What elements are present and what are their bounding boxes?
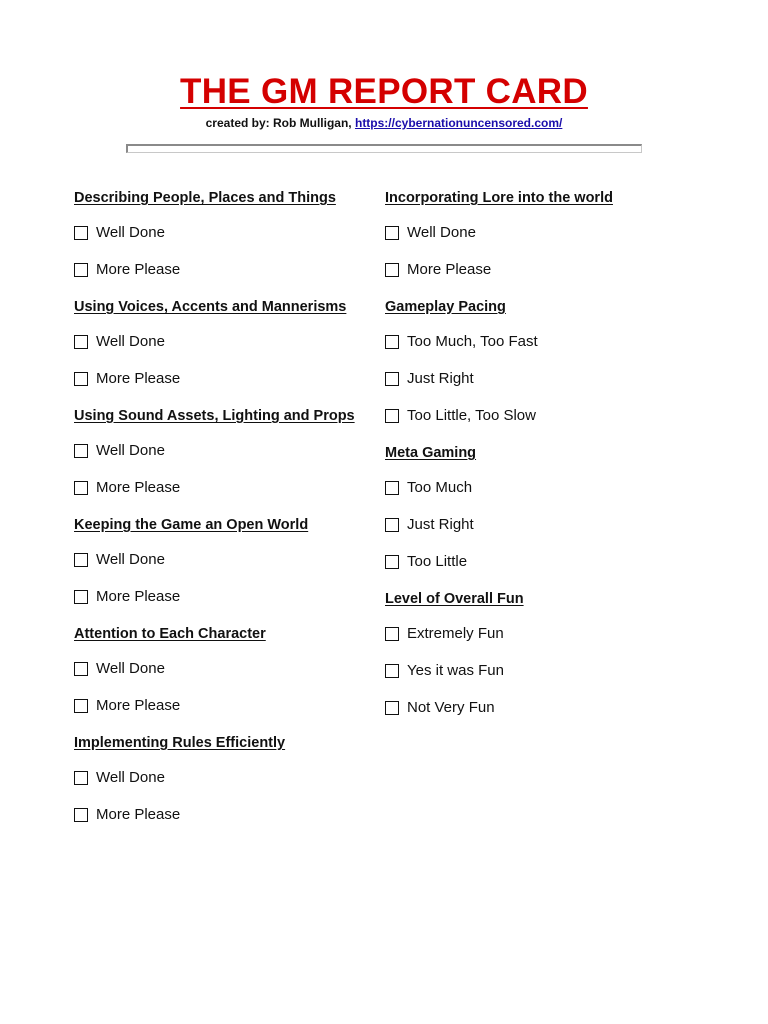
option-well-done[interactable] — [74, 223, 374, 242]
option-label: Too Little — [407, 553, 468, 570]
section-heading: Meta Gaming — [385, 445, 477, 461]
section-using-sound-assets-lighting-and-props — [74, 406, 374, 497]
option-label: Well Done — [96, 224, 165, 241]
option-label: More Please — [407, 261, 492, 278]
checkbox[interactable] — [74, 771, 88, 785]
credit-link[interactable]: https://cybernationuncensored.com/ — [354, 116, 563, 130]
checkbox[interactable] — [74, 590, 88, 604]
checkbox[interactable] — [385, 263, 399, 277]
checkbox[interactable] — [74, 444, 88, 458]
option-label: More Please — [96, 806, 181, 823]
section-meta-gaming — [385, 443, 685, 571]
option-well-done[interactable] — [74, 441, 374, 460]
section-heading: Attention to Each Character — [74, 626, 266, 642]
checkbox[interactable] — [385, 664, 399, 678]
option-label: Too Much — [407, 479, 473, 496]
checkbox[interactable] — [74, 263, 88, 277]
option-label: Well Done — [96, 333, 165, 350]
section-heading: Keeping the Game an Open World — [74, 517, 309, 533]
option-more-please[interactable] — [74, 805, 374, 824]
section-heading: Level of Overall Fun — [385, 591, 524, 607]
option-label: Well Done — [96, 551, 165, 568]
page-title-text: THE GM REPORT CARD — [180, 72, 588, 111]
option-label: More Please — [96, 479, 181, 496]
option-label: Well Done — [96, 660, 165, 677]
option-extremely-fun[interactable] — [385, 624, 685, 643]
divider-box — [126, 144, 642, 153]
option-label: More Please — [96, 261, 181, 278]
option-label: Not Very Fun — [407, 699, 495, 716]
option-more-please[interactable] — [74, 696, 374, 715]
section-heading: Implementing Rules Efficiently — [74, 735, 286, 751]
option-label: Too Much, Too Fast — [407, 333, 538, 350]
option-label: More Please — [96, 697, 181, 714]
section-heading: Describing People, Places and Things — [74, 190, 336, 206]
section-incorporating-lore-into-the-world — [385, 188, 685, 279]
credit-prefix: created by: Rob Mulligan, — [205, 116, 355, 130]
option-well-done[interactable] — [385, 223, 685, 242]
checkbox[interactable] — [74, 808, 88, 822]
checkbox[interactable] — [385, 409, 399, 423]
section-describing-people-places-and-things — [74, 188, 374, 279]
option-well-done[interactable] — [74, 768, 374, 787]
right-column — [385, 188, 685, 735]
option-more-please[interactable] — [74, 369, 374, 388]
checkbox[interactable] — [385, 481, 399, 495]
option-just-right[interactable] — [385, 515, 685, 534]
option-more-please[interactable] — [74, 587, 374, 606]
option-label: Well Done — [407, 224, 476, 241]
checkbox[interactable] — [385, 701, 399, 715]
checkbox[interactable] — [385, 335, 399, 349]
checkbox[interactable] — [385, 555, 399, 569]
section-heading: Gameplay Pacing — [385, 299, 506, 315]
option-more-please[interactable] — [74, 478, 374, 497]
option-more-please[interactable] — [74, 260, 374, 279]
option-too-much[interactable] — [385, 478, 685, 497]
option-label: Well Done — [96, 442, 165, 459]
section-level-of-overall-fun — [385, 589, 685, 717]
option-well-done[interactable] — [74, 332, 374, 351]
checkbox[interactable] — [74, 553, 88, 567]
checkbox[interactable] — [385, 226, 399, 240]
option-just-right[interactable] — [385, 369, 685, 388]
checkbox[interactable] — [74, 481, 88, 495]
page-title — [0, 72, 768, 112]
option-label: Just Right — [407, 370, 474, 387]
checkbox[interactable] — [74, 226, 88, 240]
option-label: Just Right — [407, 516, 474, 533]
option-label: Yes it was Fun — [407, 662, 504, 679]
checkbox[interactable] — [74, 699, 88, 713]
section-heading: Incorporating Lore into the world — [385, 190, 613, 206]
checkbox[interactable] — [385, 372, 399, 386]
option-label: Extremely Fun — [407, 625, 504, 642]
section-heading: Using Voices, Accents and Mannerisms — [74, 299, 347, 315]
option-too-little-too-slow[interactable] — [385, 406, 685, 425]
option-label: Well Done — [96, 769, 165, 786]
option-more-please[interactable] — [385, 260, 685, 279]
section-attention-to-each-character — [74, 624, 374, 715]
checkbox[interactable] — [385, 518, 399, 532]
section-heading: Using Sound Assets, Lighting and Props — [74, 408, 355, 424]
checkbox[interactable] — [74, 372, 88, 386]
option-yes-it-was-fun[interactable] — [385, 661, 685, 680]
option-label: Too Little, Too Slow — [407, 407, 536, 424]
option-too-much-too-fast[interactable] — [385, 332, 685, 351]
section-gameplay-pacing — [385, 297, 685, 425]
option-not-very-fun[interactable] — [385, 698, 685, 717]
option-label: More Please — [96, 370, 181, 387]
left-column — [74, 188, 374, 842]
section-keeping-the-game-an-open-world — [74, 515, 374, 606]
option-too-little[interactable] — [385, 552, 685, 571]
option-label: More Please — [96, 588, 181, 605]
checkbox[interactable] — [385, 627, 399, 641]
credit-line — [0, 116, 768, 130]
checkbox[interactable] — [74, 662, 88, 676]
option-well-done[interactable] — [74, 659, 374, 678]
section-using-voices-accents-and-mannerisms — [74, 297, 374, 388]
checkbox[interactable] — [74, 335, 88, 349]
option-well-done[interactable] — [74, 550, 374, 569]
section-implementing-rules-efficiently — [74, 733, 374, 824]
